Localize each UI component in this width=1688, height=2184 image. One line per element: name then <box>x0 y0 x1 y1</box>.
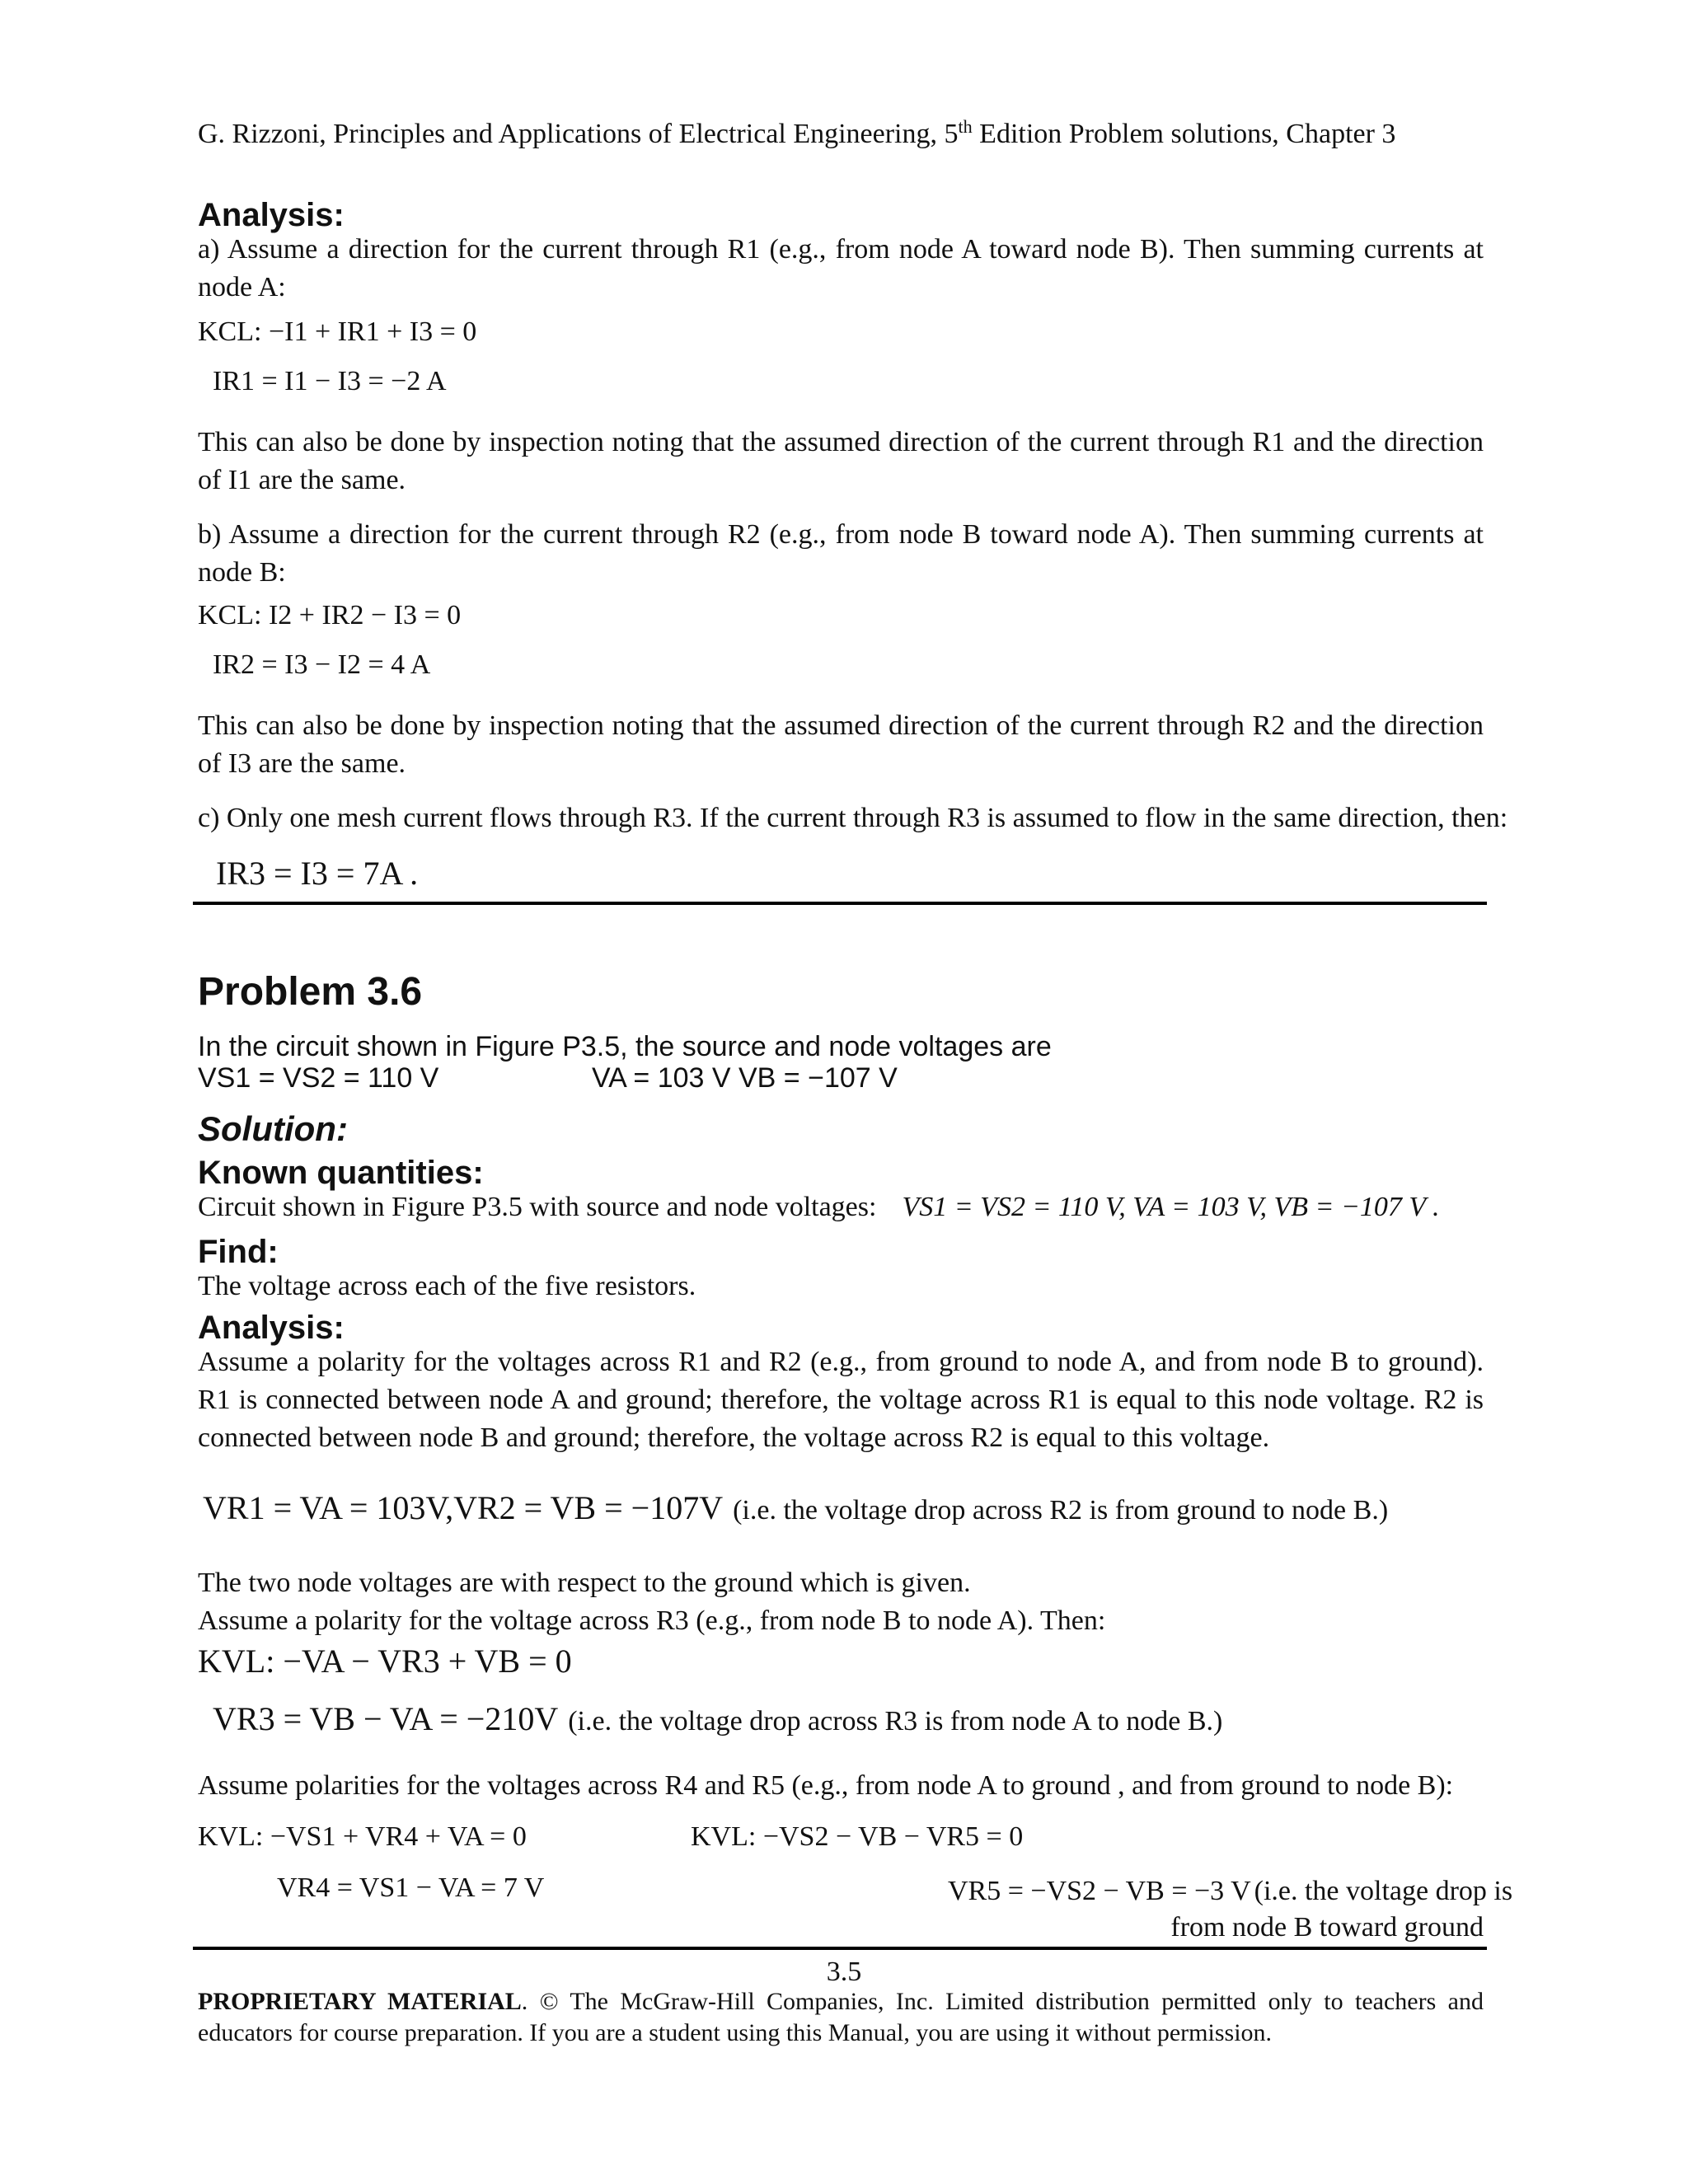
footer-divider <box>193 1947 1487 1950</box>
analysis-a-note: This can also be done by inspection noting that the assumed direction of the current through R1 and the direction of I1 are the same. <box>198 427 1484 495</box>
header-text-end: Edition Problem solutions, Chapter 3 <box>972 119 1396 149</box>
problem-title: Problem 3.6 <box>198 970 423 1014</box>
header-sup: th <box>958 115 973 137</box>
known-quantities-heading: Known quantities: <box>198 1155 484 1191</box>
kvl-r3-equation: KVL: −VA − VR3 + VB = 0 <box>198 1643 572 1680</box>
header-text: G. Rizzoni, Principles and Applications of Electrical Engineering, 5 <box>198 119 959 149</box>
vr5-result: VR5 = −VS2 − VB = −3 V <box>948 1876 1251 1906</box>
kvl-r4-equation: KVL: −VS1 + VR4 + VA = 0 <box>198 1821 527 1852</box>
proprietary-text: . © The McGraw-Hill Companies, Inc. Limited distribution permitted only to teachers and educators for course preparation. If you are a student using this Manual, you are using it without permission. <box>198 1988 1484 2046</box>
analysis-paragraph-3: Assume polarities for the voltages across R4 and R5 (e.g., from node A to ground , and from ground to node B): <box>198 1770 1454 1801</box>
running-header <box>198 115 1395 153</box>
ir1-result: IR1 = I1 − I3 = −2 A <box>213 366 447 396</box>
vr5-result-line1 <box>948 1872 1513 1910</box>
problem-statement-line1: In the circuit shown in Figure P3.5, the source and node voltages are <box>198 1031 1052 1062</box>
kcl-equation-a: KCL: −I1 + IR1 + I3 = 0 <box>198 316 477 347</box>
problem-statement-vs: VS1 = VS2 = 110 V <box>198 1062 439 1094</box>
find-text: The voltage across each of the five resistors. <box>198 1271 696 1301</box>
known-equation: VS1 = VS2 = 110 V, VA = 103 V, VB = −107 V . <box>902 1192 1440 1222</box>
proprietary-notice <box>198 1986 1484 2049</box>
analysis-c-text: c) Only one mesh current flows through R3. If the current through R3 is assumed to flow in the same direction, then: <box>198 803 1508 833</box>
ir2-result: IR2 = I3 − I2 = 4 A <box>213 649 431 680</box>
vr1-vr2-equation: VR1 = VA = 103V,VR2 = VB = −107V <box>203 1489 724 1526</box>
kvl-r5-equation: KVL: −VS2 − VB − VR5 = 0 <box>691 1821 1024 1852</box>
solution-heading: Solution: <box>198 1109 348 1148</box>
vr5-note-line2: from node B toward ground <box>1170 1912 1484 1943</box>
vr5-note-line1: (i.e. the voltage drop is <box>1254 1876 1513 1906</box>
problem-statement-va-vb: VA = 103 V VB = −107 V <box>592 1062 898 1094</box>
analysis-b-note: This can also be done by inspection noting that the assumed direction of the current through R2 and the direction of I3 are the same. <box>198 710 1484 779</box>
analysis-paragraph-1: Assume a polarity for the voltages across R1 and R2 (e.g., from ground to node A, and from node B to ground). R1 is connected between node A and ground; therefore, the voltage across R1 is equal to this node voltage. R2 is connected between node B and ground; therefore, the voltage across R2 is equal to this voltage. <box>198 1347 1484 1453</box>
known-text: Circuit shown in Figure P3.5 with source and node voltages: <box>198 1192 877 1222</box>
proprietary-bold: PROPRIETARY MATERIAL <box>198 1988 522 2015</box>
analysis-heading: Analysis: <box>198 1310 345 1346</box>
vr3-equation-line <box>213 1699 1222 1741</box>
vr3-equation: VR3 = VB − VA = −210V <box>213 1700 559 1737</box>
vr1-vr2-equation-line <box>203 1488 1388 1530</box>
kcl-equation-b: KCL: I2 + IR2 − I3 = 0 <box>198 600 462 630</box>
analysis-p2-line1: The two node voltages are with respect to the ground which is given. <box>198 1568 971 1598</box>
page-number: 3.5 <box>826 1957 862 1987</box>
vr3-note: (i.e. the voltage drop across R3 is from node A to node B.) <box>568 1706 1223 1736</box>
vr4-result: VR4 = VS1 − VA = 7 V <box>277 1872 545 1903</box>
analysis-p2-line2: Assume a polarity for the voltage across R3 (e.g., from node B to node A). Then: <box>198 1605 1106 1636</box>
find-heading: Find: <box>198 1234 279 1270</box>
analysis-b-intro: b) Assume a direction for the current through R2 (e.g., from node B toward node A). Then summing currents at node B: <box>198 519 1484 588</box>
ir3-result: IR3 = I3 = 7A . <box>216 855 419 892</box>
analysis-a-intro: a) Assume a direction for the current through R1 (e.g., from node A toward node B). Then summing currents at node A: <box>198 234 1484 302</box>
vr2-note: (i.e. the voltage drop across R2 is from ground to node B.) <box>733 1495 1389 1526</box>
section-divider <box>193 902 1487 905</box>
known-quantities-text <box>198 1188 1440 1226</box>
analysis-heading-prev: Analysis: <box>198 197 345 233</box>
